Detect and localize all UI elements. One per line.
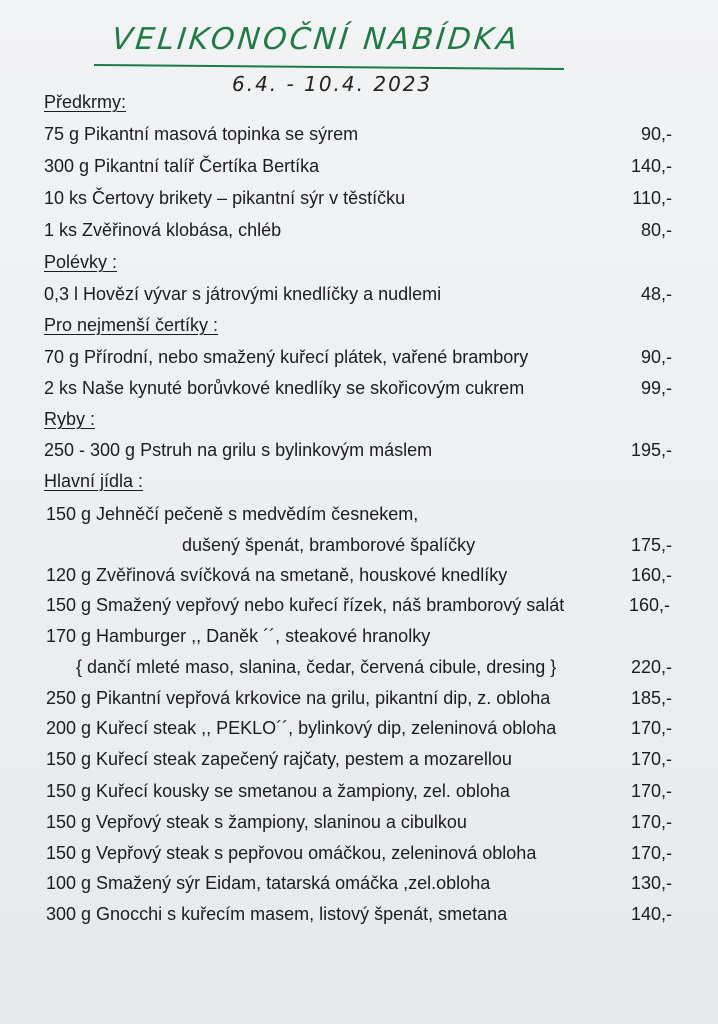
item-text: 300 g Pikantní talíř Čertíka Bertíka bbox=[44, 156, 320, 176]
menu-item bbox=[0, 749, 718, 775]
menu-item bbox=[0, 595, 718, 621]
item-price: 110,- bbox=[632, 188, 672, 208]
menu-item bbox=[0, 124, 718, 150]
menu-item bbox=[0, 378, 718, 404]
item-text: 2 ks Naše kynuté borůvkové knedlíky se skořicovým cukrem bbox=[44, 378, 525, 398]
menu-item bbox=[0, 781, 718, 807]
item-text: 300 g Gnocchi s kuřecím masem, listový špenát, smetana bbox=[46, 904, 508, 924]
menu-item bbox=[0, 812, 718, 838]
item-text: 70 g Přírodní, nebo smažený kuřecí plátek, vařené brambory bbox=[44, 347, 529, 367]
section-heading-kids: Pro nejmenší čertíky : bbox=[44, 315, 219, 335]
item-text: 200 g Kuřecí steak ,, PEKLO´´, bylinkový dip, zeleninová obloha bbox=[46, 718, 557, 738]
menu-item bbox=[0, 440, 718, 466]
item-price: 80,- bbox=[640, 220, 672, 240]
date-range: 6.4. - 10.4. 2023 bbox=[232, 72, 433, 96]
item-price: 140,- bbox=[630, 904, 672, 924]
menu-item bbox=[0, 657, 718, 683]
menu-item bbox=[0, 284, 718, 310]
menu-item bbox=[0, 904, 718, 930]
menu-item bbox=[0, 220, 718, 246]
item-text: 150 g Jehněčí pečeně s medvědím česnekem, bbox=[46, 504, 419, 524]
item-text: 150 g Vepřový steak s žampiony, slaninou a cibulkou bbox=[46, 812, 467, 832]
item-price: 170,- bbox=[630, 812, 672, 832]
item-price: 170,- bbox=[630, 781, 672, 801]
item-price: 48,- bbox=[640, 284, 672, 304]
item-price: 90,- bbox=[640, 124, 672, 144]
item-text: { dančí mleté maso, slanina, čedar, červená cibule, dresing } bbox=[76, 657, 557, 677]
item-price: 90,- bbox=[640, 347, 672, 367]
item-price: 99,- bbox=[640, 378, 672, 398]
menu-item bbox=[0, 535, 718, 561]
menu-item bbox=[0, 156, 718, 182]
menu-item bbox=[0, 626, 718, 652]
item-price: 220,- bbox=[630, 657, 672, 677]
item-text: 150 g Kuřecí kousky se smetanou a žampiony, zel. obloha bbox=[46, 781, 510, 801]
item-text: 100 g Smažený sýr Eidam, tatarská omáčka ,zel.obloha bbox=[46, 873, 491, 893]
section-heading-predkrmy: Předkrmy: bbox=[44, 92, 127, 112]
item-text: 150 g Smažený vepřový nebo kuřecí řízek, náš bramborový salát bbox=[46, 595, 565, 615]
menu-item bbox=[0, 688, 718, 714]
item-price: 130,- bbox=[630, 873, 672, 893]
menu-item bbox=[0, 504, 718, 530]
item-price: 170,- bbox=[630, 843, 672, 863]
item-price: 160,- bbox=[630, 565, 672, 585]
item-text: 0,3 l Hovězí vývar s játrovými knedlíčky a nudlemi bbox=[44, 284, 442, 304]
item-price: 170,- bbox=[630, 749, 672, 769]
menu-item bbox=[0, 347, 718, 373]
menu-title: VELIKONOČNÍ NABÍDKA bbox=[110, 22, 522, 57]
section-heading-hlavni: Hlavní jídla : bbox=[44, 471, 144, 491]
item-text: 120 g Zvěřinová svíčková na smetaně, houskové knedlíky bbox=[46, 565, 508, 585]
item-text: 10 ks Čertovy brikety – pikantní sýr v těstíčku bbox=[44, 188, 406, 208]
item-text: 150 g Vepřový steak s pepřovou omáčkou, zeleninová obloha bbox=[46, 843, 537, 863]
item-price: 170,- bbox=[630, 718, 672, 738]
menu-item bbox=[0, 188, 718, 214]
item-text: 1 ks Zvěřinová klobása, chléb bbox=[44, 220, 282, 240]
section-heading-ryby: Ryby : bbox=[44, 409, 96, 429]
item-text: 150 g Kuřecí steak zapečený rajčaty, pestem a mozarellou bbox=[46, 749, 512, 769]
item-price: 160,- bbox=[628, 595, 670, 615]
item-text: 250 g Pikantní vepřová krkovice na grilu, pikantní dip, z. obloha bbox=[46, 688, 551, 708]
item-price: 140,- bbox=[630, 156, 672, 176]
section-heading-polevky: Polévky : bbox=[44, 252, 118, 272]
item-text: 170 g Hamburger ,, Daněk ´´, steakové hranolky bbox=[46, 626, 431, 646]
item-price: 195,- bbox=[630, 440, 672, 460]
menu-item bbox=[0, 873, 718, 899]
item-price: 175,- bbox=[630, 535, 672, 555]
item-price: 185,- bbox=[630, 688, 672, 708]
item-text: 250 - 300 g Pstruh na grilu s bylinkovým máslem bbox=[44, 440, 433, 460]
menu-item bbox=[0, 718, 718, 744]
item-text: dušený špenát, bramborové špalíčky bbox=[182, 535, 476, 555]
title-underline bbox=[94, 64, 564, 70]
menu-item bbox=[0, 565, 718, 591]
item-text: 75 g Pikantní masová topinka se sýrem bbox=[44, 124, 359, 144]
menu-item bbox=[0, 843, 718, 869]
